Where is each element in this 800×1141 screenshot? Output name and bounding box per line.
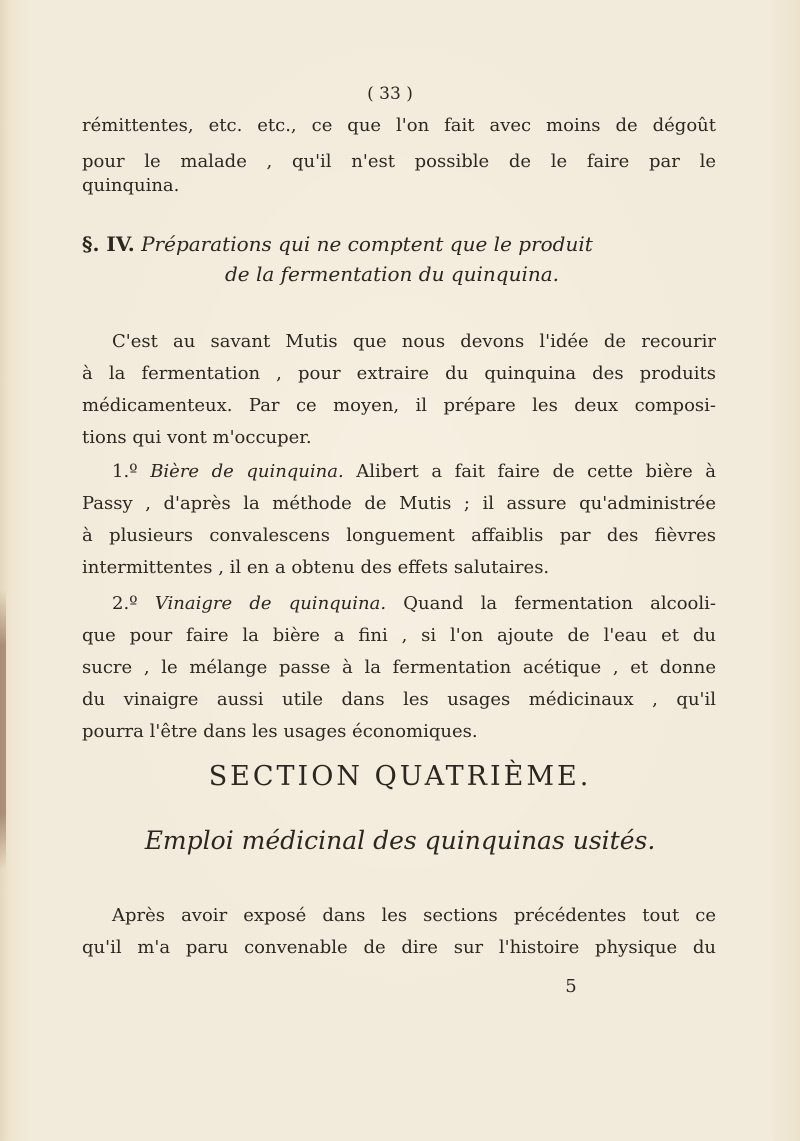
item-number: 1.º xyxy=(112,461,138,482)
item-text: Alibert a fait faire de cette bière à xyxy=(356,461,716,482)
page-number: ( 33 ) xyxy=(367,84,413,104)
text-line: à plusieurs convalescens longuement affaiblis par des fièvres xyxy=(82,525,716,546)
item-text: Quand la fermentation alcooli- xyxy=(403,593,716,614)
text-line: Passy , d'après la méthode de Mutis ; il assure qu'administrée xyxy=(82,493,716,514)
list-item-first-line xyxy=(112,460,716,484)
text-line: C'est au savant Mutis que nous devons l'idée de recourir xyxy=(112,331,716,352)
text-line: pour le malade , qu'il n'est possible de le faire par le xyxy=(82,151,716,172)
item-label: Vinaigre de quinquina. xyxy=(154,593,387,614)
text-line: tions qui vont m'occuper. xyxy=(82,427,312,448)
text-line: que pour faire la bière a fini , si l'on ajoute de l'eau et du xyxy=(82,625,716,646)
text-line: intermittentes , il en a obtenu des effets salutaires. xyxy=(82,557,550,578)
signature-mark: 5 xyxy=(565,976,577,997)
section-mark: §. IV. xyxy=(82,232,135,256)
binding-edge xyxy=(0,590,6,870)
text-line: qu'il m'a paru convenable de dire sur l'histoire physique du xyxy=(82,937,716,958)
text-line: Après avoir exposé dans les sections précédentes tout ce xyxy=(112,905,716,926)
item-label: Bière de quinquina. xyxy=(150,461,344,482)
chapter-subtitle: Emploi médicinal des quinquinas usités. xyxy=(144,826,656,855)
chapter-title: SECTION QUATRIÈME. xyxy=(208,761,592,792)
text-line: quinquina. xyxy=(82,175,180,196)
section-title-continued: de la fermentation du quinquina. xyxy=(224,262,560,286)
text-line: rémittentes, etc. etc., ce que l'on fait avec moins de dégoût xyxy=(82,115,716,136)
list-item-first-line xyxy=(112,592,716,616)
section-title: Préparations qui ne comptent que le produit xyxy=(141,232,593,256)
text-line: médicamenteux. Par ce moyen, il prépare les deux composi- xyxy=(82,395,716,416)
item-number: 2.º xyxy=(112,593,138,614)
section-heading xyxy=(82,232,716,256)
text-line: à la fermentation , pour extraire du quinquina des produits xyxy=(82,363,716,384)
text-line: pourra l'être dans les usages économiques. xyxy=(82,721,478,742)
text-line: sucre , le mélange passe à la fermentation acétique , et donne xyxy=(82,657,716,678)
text-line: du vinaigre aussi utile dans les usages médicinaux , qu'il xyxy=(82,689,716,710)
